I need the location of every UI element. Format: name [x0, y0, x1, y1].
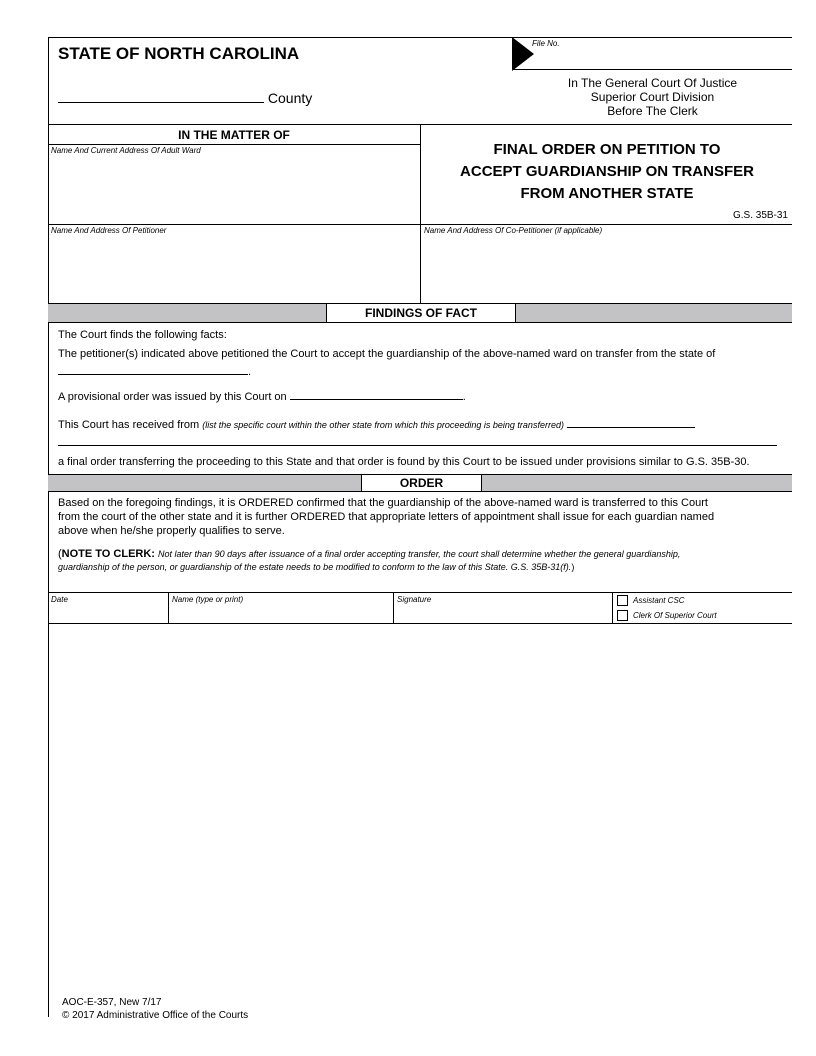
note-open-paren: (: [58, 548, 62, 560]
ward-label: Name And Current Address Of Adult Ward: [51, 146, 201, 155]
order-heading: ORDER: [361, 474, 482, 492]
statute-reference: G.S. 35B-31: [732, 210, 788, 221]
clerk-superior-court-label: Clerk Of Superior Court: [633, 611, 717, 620]
form-title-line-2: ACCEPT GUARDIANSHIP ON TRANSFER: [460, 163, 754, 180]
findings-final-order-text: a final order transferring the proceeding to this State and that order is found by this Court to be issued under provisions similar to G.S. 35B-30.: [58, 456, 750, 468]
name-label: Name (type or print): [172, 595, 244, 604]
state-title: STATE OF NORTH CAROLINA: [58, 44, 300, 63]
court-line-1: In The General Court Of Justice: [567, 76, 738, 90]
signature-bottom-line: [48, 623, 792, 624]
court-division: [530, 76, 775, 118]
provisional-text: A provisional order was issued by this Court on: [58, 391, 287, 403]
county-blank: [58, 92, 264, 103]
copetitioner-label: Name And Address Of Co-Petitioner (if applicable): [424, 226, 603, 235]
provisional-date-blank: [290, 389, 463, 400]
note-line-2: guardianship of the person, or guardianship of the estate needs to be modified to conform to the law of this State. G.S. 35B-31(f).: [58, 562, 572, 572]
form-number: AOC-E-357, New 7/17: [62, 997, 162, 1008]
petitioner-label: Name And Address Of Petitioner: [51, 226, 167, 235]
signature-divider-1: [168, 592, 169, 623]
order-text: [58, 496, 714, 538]
order-text-line-2: from the court of the other state and it is further ORDERED that appropriate letters of appointment shall issue for each guardian named: [58, 511, 715, 523]
signature-divider-2: [393, 592, 394, 623]
note-line-1: Not later than 90 days after issuance of a final order accepting transfer, the court shall determine whether the general guardianship,: [158, 549, 681, 559]
matter-heading: IN THE MATTER OF: [178, 128, 290, 142]
period-1: .: [248, 366, 252, 378]
county-field[interactable]: [58, 90, 312, 106]
signature-label: Signature: [397, 595, 432, 604]
court-line-3: Before The Clerk: [607, 104, 698, 118]
left-border: [48, 37, 49, 1017]
order-text-line-1: Based on the foregoing findings, it is ORDERED confirmed that the guardianship of the above-named ward is transferred to this Court: [58, 497, 708, 509]
transfer-state-field[interactable]: [58, 364, 251, 379]
received-text: This Court has received from: [58, 419, 200, 431]
received-from-blank-2[interactable]: [58, 445, 777, 446]
petitioner-top-line: [48, 224, 792, 225]
signature-divider-3: [612, 592, 613, 623]
received-from-blank-1: [567, 417, 695, 428]
court-line-2: Superior Court Division: [590, 90, 715, 104]
date-label: Date: [51, 595, 68, 604]
file-no-arrow-icon: [512, 37, 534, 71]
matter-heading-line: [48, 144, 420, 145]
note-close: ): [571, 562, 575, 572]
file-no-line: [512, 69, 792, 70]
county-label: County: [267, 90, 313, 106]
form-title-line-3: FROM ANOTHER STATE: [520, 185, 694, 202]
findings-heading: FINDINGS OF FACT: [326, 303, 516, 323]
order-text-line-3: above when he/she properly qualifies to serve.: [58, 525, 285, 537]
signature-top-line: [48, 592, 792, 593]
provisional-order-field[interactable]: [58, 389, 466, 404]
clerk-superior-court-checkbox[interactable]: [617, 610, 628, 621]
assistant-csc-checkbox[interactable]: [617, 595, 628, 606]
note-to-clerk: [58, 546, 680, 562]
transfer-state-blank: [58, 364, 248, 375]
top-border: [48, 37, 792, 38]
assistant-csc-label: Assistant CSC: [633, 596, 685, 605]
form-title: [430, 139, 784, 205]
matter-divider: [420, 124, 421, 303]
copyright: © 2017 Administrative Office of the Courts: [62, 1010, 249, 1021]
form-title-line-1: FINAL ORDER ON PETITION TO: [493, 141, 721, 158]
file-no-label: File No.: [532, 39, 560, 48]
findings-petition-text: The petitioner(s) indicated above petitioned the Court to accept the guardianship of the above-named ward on transfer from the state of: [58, 348, 716, 360]
received-instruction: (list the specific court within the other state from which this proceeding is being transferred): [202, 420, 564, 430]
period-2: .: [462, 391, 466, 403]
received-from-field[interactable]: [58, 417, 695, 432]
note-to-clerk-2: [58, 562, 574, 572]
note-label: NOTE TO CLERK:: [61, 548, 155, 560]
findings-intro: The Court finds the following facts:: [58, 329, 227, 341]
